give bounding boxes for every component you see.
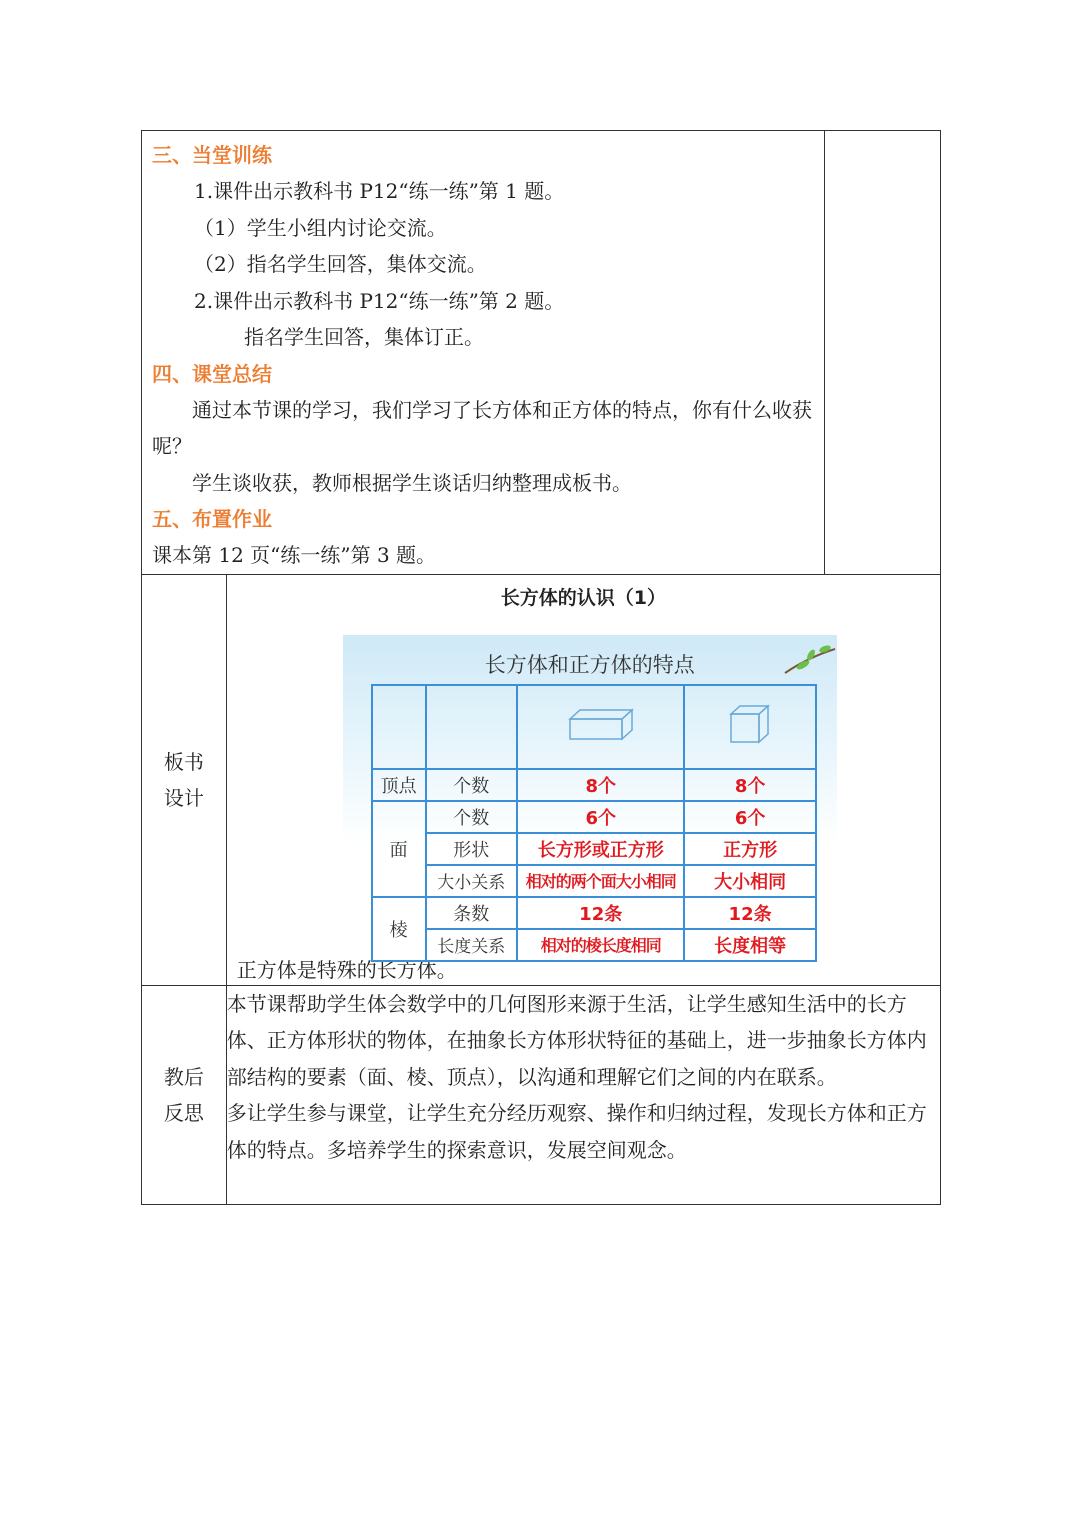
summary-paragraph-1: 通过本节课的学习，我们学习了长方体和正方体的特点，你有什么收获呢？	[152, 397, 812, 458]
board-note: 正方体是特殊的长方体。	[236, 957, 457, 982]
reflection-label-line1: 教后	[163, 1064, 204, 1089]
board-title: 长方体的认识（1）	[500, 586, 667, 609]
board-label-line2: 设计	[163, 785, 204, 810]
reflection-label	[142, 985, 227, 1204]
face-label: 面	[372, 801, 426, 897]
reflection-cell	[226, 985, 940, 1204]
face-shape-label: 形状	[426, 833, 518, 865]
empty-header-cell	[372, 685, 426, 769]
cube-icon	[728, 703, 772, 745]
edge-label: 棱	[372, 897, 426, 961]
edge-length-label: 长度关系	[426, 929, 518, 961]
section4-heading: 四、课堂总结	[152, 361, 272, 386]
board-design-row	[142, 574, 941, 985]
face-size-row	[372, 865, 816, 897]
reflection-paragraph-1: 本节课帮助学生体会数学中的几何图形来源于生活，让学生感知生活中的长方体、正方体形状的物体，在抽象长方体形状特征的基础上，进一步抽象长方体内部结构的要素（面、棱、顶点），以沟通和理解它们之间的内在联系。	[226, 991, 927, 1089]
board-design-label	[142, 574, 227, 985]
empty-header-cell	[426, 685, 518, 769]
cuboid-figure-cell	[517, 685, 684, 769]
cuboid-icon	[566, 707, 636, 741]
cube-faces: 6个	[684, 801, 815, 833]
cube-face-shape: 正方形	[684, 833, 815, 865]
board-label-line1: 板书	[163, 749, 204, 774]
cuboid-vertices: 8个	[517, 769, 684, 801]
cuboid-edges: 12条	[517, 897, 684, 929]
shape-header-row	[372, 685, 816, 769]
practice-item-2-sub: 指名学生回答，集体订正。	[244, 325, 484, 349]
edge-length-row	[372, 929, 816, 961]
cuboid-edge-length: 相对的棱长度相同	[517, 929, 684, 961]
face-shape-row	[372, 833, 816, 865]
cube-face-size: 大小相同	[684, 865, 815, 897]
practice-item-2: 2.课件出示教科书 P12“练一练”第 2 题。	[194, 288, 565, 313]
board-design-cell	[226, 574, 940, 985]
reflection-label-line2: 反思	[163, 1100, 204, 1125]
slide-title: 长方体和正方体的特点	[484, 652, 695, 677]
cuboid-face-shape: 长方形或正方形	[517, 833, 684, 865]
practice-row	[142, 131, 941, 575]
reflection-row	[142, 985, 941, 1204]
section3-heading: 三、当堂训练	[152, 143, 272, 167]
section5-heading: 五、布置作业	[152, 507, 272, 531]
edge-count-label: 条数	[426, 897, 518, 929]
cube-edges: 12条	[684, 897, 815, 929]
vertex-count-label: 个数	[426, 769, 518, 801]
cuboid-face-size: 相对的两个面大小相同	[517, 865, 684, 897]
cube-edge-length: 长度相等	[684, 929, 815, 961]
features-table	[371, 684, 817, 962]
cube-vertices: 8个	[684, 769, 815, 801]
cuboid-faces: 6个	[517, 801, 684, 833]
process-cell	[142, 131, 825, 575]
face-size-label: 大小关系	[426, 865, 518, 897]
edge-count-row	[372, 897, 816, 929]
summary-paragraph-2: 学生谈收获，教师根据学生谈话归纳整理成板书。	[192, 470, 632, 495]
slide-image	[343, 635, 837, 957]
lesson-plan-table	[141, 130, 941, 1205]
practice-item-1-sub-1: （1）学生小组内讨论交流。	[194, 215, 447, 240]
face-count-label: 个数	[426, 801, 518, 833]
vertex-label: 顶点	[372, 769, 426, 801]
practice-item-1: 1.课件出示教科书 P12“练一练”第 1 题。	[194, 179, 565, 203]
vertex-row	[372, 769, 816, 801]
cube-figure-cell	[684, 685, 815, 769]
homework-text: 课本第 12 页“练一练”第 3 题。	[152, 543, 437, 567]
notes-cell	[825, 131, 941, 575]
reflection-paragraph-2: 多让学生参与课堂，让学生充分经历观察、操作和归纳过程，发现长方体和正方体的特点。多培养学生的探索意识，发展空间观念。	[226, 1101, 927, 1162]
face-count-row	[372, 801, 816, 833]
practice-item-1-sub-2: （2）指名学生回答，集体交流。	[194, 252, 487, 276]
